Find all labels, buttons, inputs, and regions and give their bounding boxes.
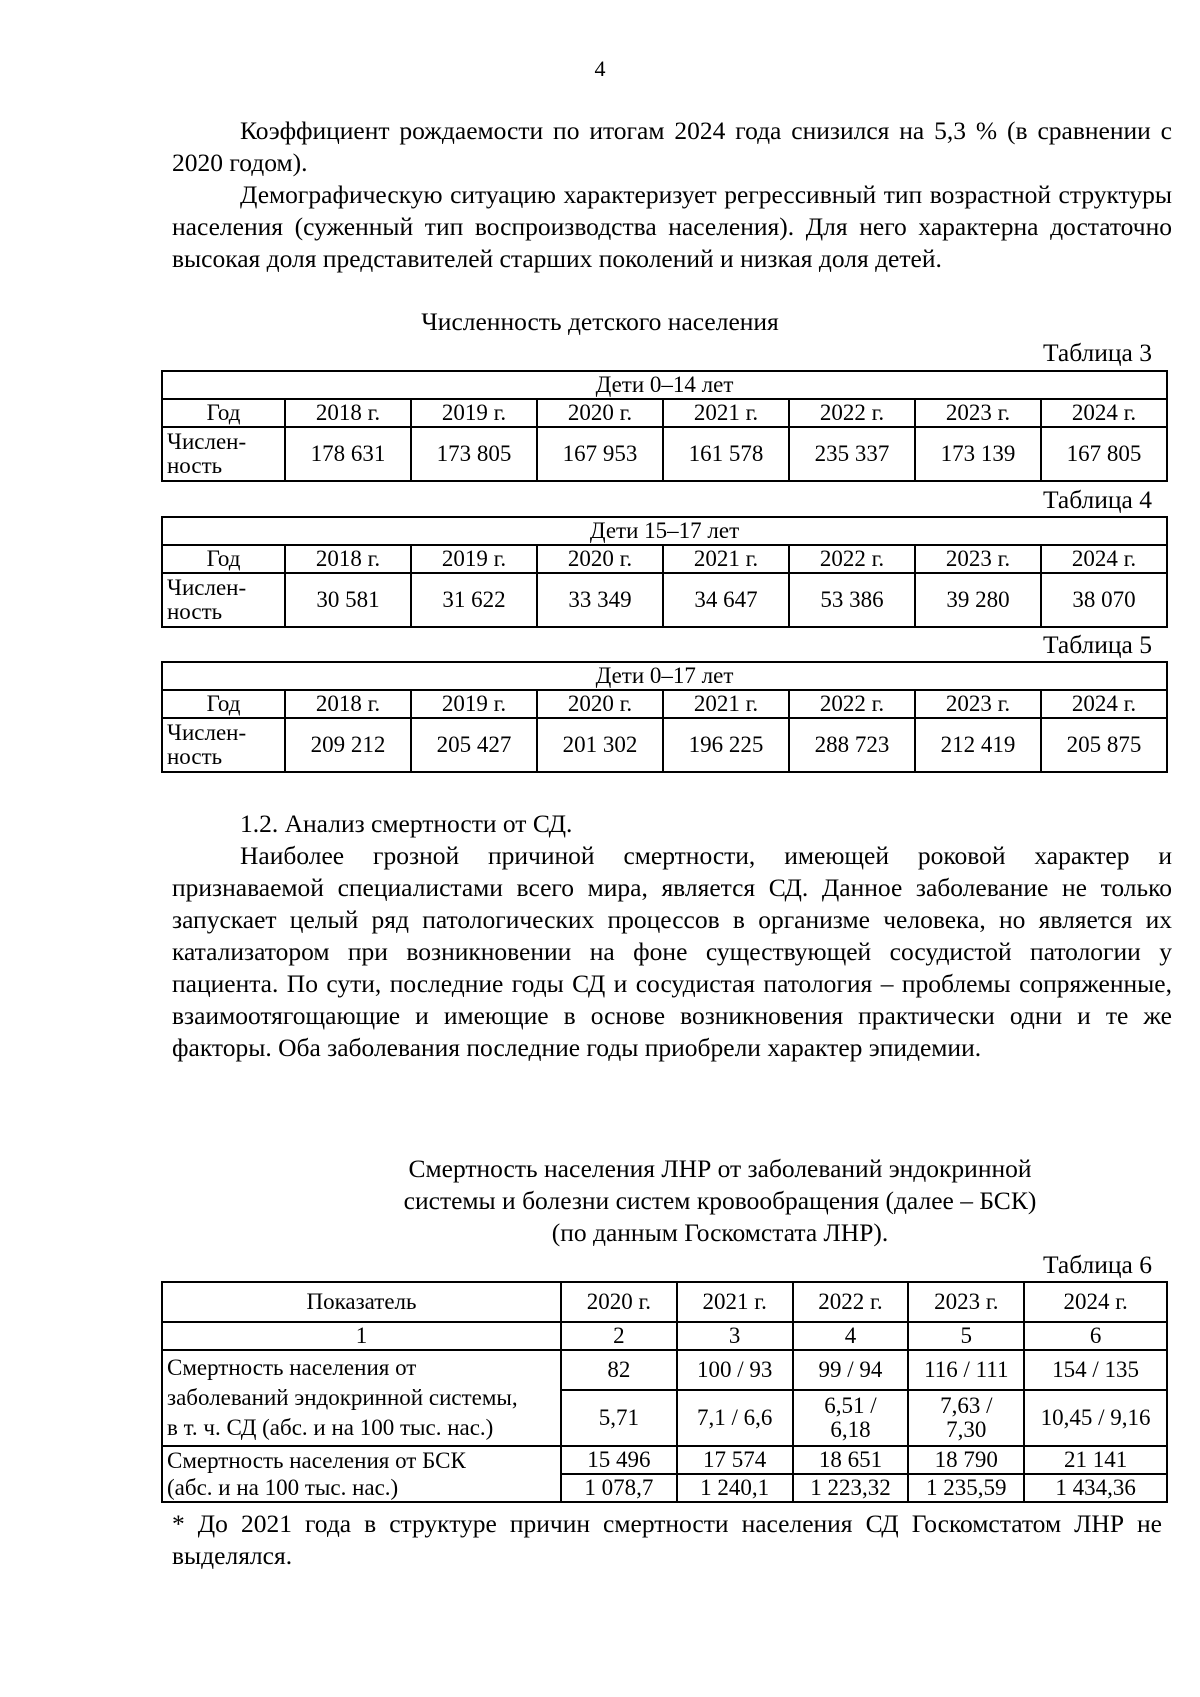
table-3-year: 2024 г. [1041,399,1167,427]
table-3-header-year: Год [162,399,285,427]
table-5-year: 2021 г. [663,690,789,718]
table-4-value: 53 386 [789,573,915,627]
table-6-bsk-rate: 1 223,32 [793,1474,909,1502]
table-4-year: 2018 г. [285,545,411,573]
table-5-year: 2019 г. [411,690,537,718]
table-6-header-year: 2020 г. [561,1282,677,1322]
table-6-header-year: 2022 г. [793,1282,909,1322]
table-3-year: 2020 г. [537,399,663,427]
table-4-year: 2022 г. [789,545,915,573]
table-6-column-number: 5 [908,1322,1024,1350]
table-4-label: Таблица 4 [1042,485,1152,514]
table-6-bsk-label-1: Смертность населения от БСК [162,1446,561,1474]
table-6-column-number: 4 [793,1322,909,1350]
table-6-header-year: 2023 г. [908,1282,1024,1322]
table-6-endocrine-abs: 99 / 94 [793,1350,909,1390]
intro-text [172,115,1172,275]
table-6-bsk-abs: 18 651 [793,1446,909,1474]
table-6-header-year: 2024 г. [1024,1282,1167,1322]
table-4-value: 34 647 [663,573,789,627]
table-6-bsk-rate: 1 240,1 [677,1474,793,1502]
table-6-column-number: 1 [162,1322,561,1350]
table-5 [161,661,1168,773]
mortality-title-line-1: Смертность населения ЛНР от заболеваний эндокринной [408,1154,1032,1183]
table-4-group: Дети 15–17 лет [162,517,1167,545]
table-4-row-label: Числен- ность [162,573,285,627]
table-6-endocrine-abs: 82 [561,1350,677,1390]
children-title: Численность детского населения [421,307,779,336]
table-4-year: 2023 г. [915,545,1041,573]
table-6-endocrine-rate: 7,63 / 7,30 [908,1390,1024,1446]
table-6-endocrine-rate: 6,51 / 6,18 [793,1390,909,1446]
table-5-header-year: Год [162,690,285,718]
table-4-value-row [162,573,1167,627]
table-5-value: 209 212 [285,718,411,772]
section-heading: 1.2. Анализ смертности от СД. [240,809,573,838]
table-6 [161,1281,1168,1503]
section-paragraph: Наиболее грозной причиной смертности, имеющей роковой характер и признаваемой специалистами всего мира, является СД. Данное заболевание не только запускает целый ряд патологических процессов в организме человека, но является их катализатором при возникновении на фоне существующей сосудистой патологии у пациента. По сути, последние годы СД и сосудистая патология – проблемы сопряженные, взаимоотягощающие и имеющие в основе возникновения практически одни и те же факторы. Оба заболевания последние годы приобрели характер эпидемии. [172,841,1172,1062]
table-3-value: 178 631 [285,427,411,481]
table-6-number-row [162,1322,1167,1350]
footnote: * До 2021 года в структуре причин смертности населения СД Госкомстатом ЛНР не выделялся. [172,1509,1162,1570]
table-5-value: 212 419 [915,718,1041,772]
table-3-value: 167 805 [1041,427,1167,481]
table-3-year: 2022 г. [789,399,915,427]
table-6-bsk-abs-row [162,1446,1167,1474]
table-5-year: 2018 г. [285,690,411,718]
table-5-year: 2022 г. [789,690,915,718]
table-6-endocrine-rate: 10,45 / 9,16 [1024,1390,1167,1446]
table-6-endocrine-rate: 5,71 [561,1390,677,1446]
table-5-value: 205 875 [1041,718,1167,772]
table-6-bsk-rate: 1 078,7 [561,1474,677,1502]
table-5-label: Таблица 5 [1042,630,1152,659]
table-6-bsk-abs: 21 141 [1024,1446,1167,1474]
table-4-value: 39 280 [915,573,1041,627]
table-6-header-row [162,1282,1167,1322]
page-number: 4 [594,56,606,81]
table-6-endocrine-rate: 7,1 / 6,6 [677,1390,793,1446]
table-6-bsk-label-2: (абс. и на 100 тыс. нас.) [162,1474,561,1502]
table-4-header-year: Год [162,545,285,573]
table-6-bsk-abs: 15 496 [561,1446,677,1474]
table-3-year: 2019 г. [411,399,537,427]
table-4-year: 2021 г. [663,545,789,573]
table-6-bsk-abs: 18 790 [908,1446,1024,1474]
table-4 [161,516,1168,628]
table-5-year: 2023 г. [915,690,1041,718]
table-6-column-number: 2 [561,1322,677,1350]
table-3-label: Таблица 3 [1042,338,1152,367]
table-4-year: 2020 г. [537,545,663,573]
paragraph-demography: Демографическую ситуацию характеризует регрессивный тип возрастной структуры населения (суженный тип воспроизводства населения). Для него характерна достаточно высокая доля представителей старших поколений и низкая доля детей. [172,180,1172,273]
table-4-value: 31 622 [411,573,537,627]
table-5-year: 2024 г. [1041,690,1167,718]
mortality-title-line-3: (по данным Госкомстата ЛНР). [551,1218,889,1247]
table-3-year: 2018 г. [285,399,411,427]
table-6-column-number: 6 [1024,1322,1167,1350]
table-6-endocrine-abs: 100 / 93 [677,1350,793,1390]
table-5-value: 201 302 [537,718,663,772]
paragraph-birth-rate: Коэффициент рождаемости по итогам 2024 года снизился на 5,3 % (в сравнении с 2020 годом). [172,116,1172,177]
table-3-value: 161 578 [663,427,789,481]
table-3-header-row [162,399,1167,427]
table-3-year: 2023 г. [915,399,1041,427]
table-3-value: 173 139 [915,427,1041,481]
table-6-endocrine-label: Смертность населения от заболеваний эндокринной системы, в т. ч. СД (абс. и на 100 тыс. нас.) [162,1350,561,1446]
table-3-value: 235 337 [789,427,915,481]
table-3-value: 173 805 [411,427,537,481]
table-6-bsk-abs: 17 574 [677,1446,793,1474]
table-5-header-row [162,690,1167,718]
table-6-endocrine-abs: 116 / 111 [908,1350,1024,1390]
table-5-group: Дети 0–17 лет [162,662,1167,690]
table-5-year: 2020 г. [537,690,663,718]
table-3-value: 167 953 [537,427,663,481]
table-3 [161,370,1168,482]
table-6-bsk-rate: 1 235,59 [908,1474,1024,1502]
table-6-label: Таблица 6 [1042,1250,1152,1279]
table-6-bsk-rate-row [162,1474,1167,1502]
table-4-year: 2024 г. [1041,545,1167,573]
table-6-endocrine-abs: 154 / 135 [1024,1350,1167,1390]
table-6-column-number: 3 [677,1322,793,1350]
table-6-endocrine-abs-row [162,1350,1167,1390]
table-3-year: 2021 г. [663,399,789,427]
table-4-value: 38 070 [1041,573,1167,627]
table-5-value-row [162,718,1167,772]
table-4-year: 2019 г. [411,545,537,573]
mortality-title-line-2: системы и болезни систем кровообращения (далее – БСК) [403,1186,1037,1215]
section-1-2 [172,808,1172,1064]
table-4-value: 33 349 [537,573,663,627]
footnote-block [172,1508,1162,1572]
table-5-value: 196 225 [663,718,789,772]
table-5-value: 288 723 [789,718,915,772]
table-3-row-label: Числен- ность [162,427,285,481]
table-6-header-year: 2021 г. [677,1282,793,1322]
table-3-value-row [162,427,1167,481]
table-6-header-indicator: Показатель [162,1282,561,1322]
table-3-group: Дети 0–14 лет [162,371,1167,399]
table-5-row-label: Числен- ность [162,718,285,772]
table-4-header-row [162,545,1167,573]
table-4-value: 30 581 [285,573,411,627]
table-5-value: 205 427 [411,718,537,772]
table-6-bsk-rate: 1 434,36 [1024,1474,1167,1502]
